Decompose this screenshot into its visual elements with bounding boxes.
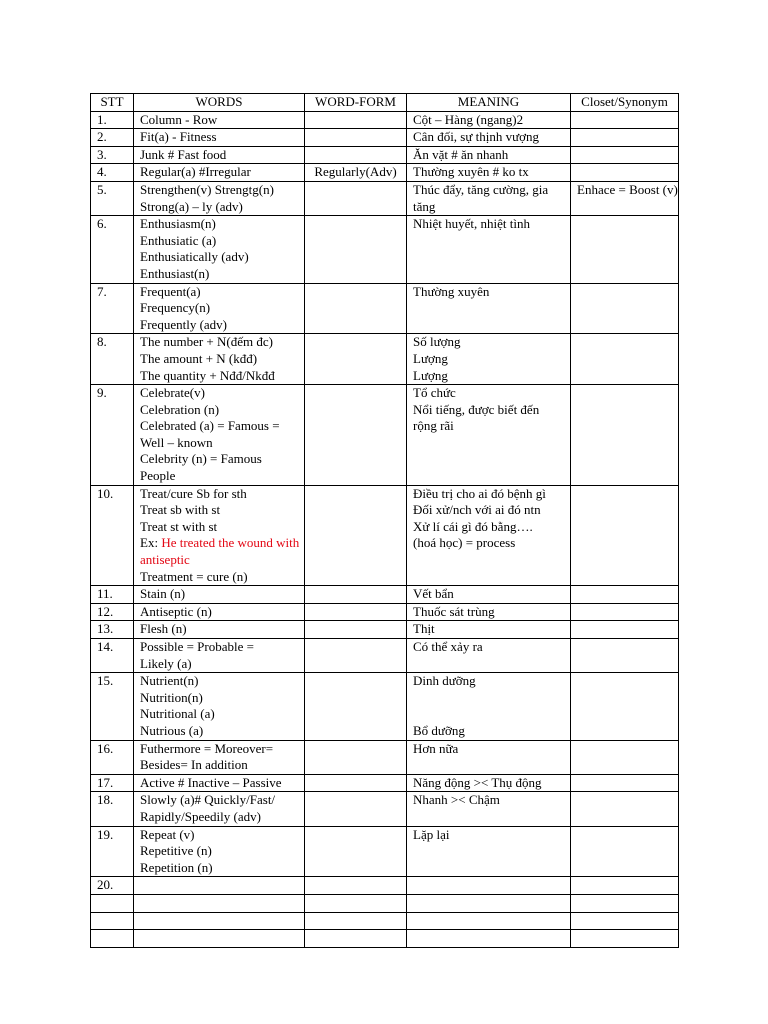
cell-synonym (571, 877, 679, 895)
table-row (91, 216, 679, 283)
cell-word-form (305, 146, 407, 164)
meaning-line: Thúc đẩy, tăng cường, gia (413, 181, 549, 197)
cell-words (134, 792, 305, 826)
meaning-line: (hoá học) = process (413, 535, 516, 551)
cell-words (134, 146, 305, 164)
word-line: The quantity + Nđđ/Nkđđ (140, 367, 275, 383)
word-line: Enthusiasm(n) (140, 216, 216, 232)
word-line: Treat sb with st (140, 502, 221, 518)
word-line: The number + N(đếm đc) (140, 334, 273, 350)
cell-meaning (407, 146, 571, 164)
word-line: Regular(a) #Irregular (140, 164, 251, 180)
word-line: Treat st with st (140, 518, 218, 534)
table-row (91, 111, 679, 129)
cell-stt: 10. (91, 485, 134, 586)
table-row (91, 603, 679, 621)
meaning-line: Xử lí cái gì đó bằng…. (413, 518, 533, 534)
word-line: Repeat (v) (140, 826, 195, 842)
word-line: Enthusiast(n) (140, 265, 210, 281)
cell-meaning (407, 603, 571, 621)
word-line: Celebration (n) (140, 401, 220, 417)
cell-synonym (571, 673, 679, 740)
cell-word-form (305, 603, 407, 621)
cell-meaning (407, 334, 571, 385)
cell-word-form (305, 111, 407, 129)
meaning-line (413, 690, 570, 707)
word-line: Possible = Probable = (140, 639, 254, 654)
header-meaning: MEANING (407, 94, 571, 112)
cell-synonym (571, 639, 679, 673)
empty-cell (134, 912, 305, 930)
empty-cell (571, 894, 679, 912)
cell-meaning (407, 740, 571, 774)
cell-stt: 1. (91, 111, 134, 129)
cell-stt: 17. (91, 774, 134, 792)
meaning-line: Số lượng (413, 334, 461, 350)
table-row (91, 485, 679, 586)
cell-word-form (305, 216, 407, 283)
cell-meaning (407, 826, 571, 877)
meaning-line: Điều trị cho ai đó bệnh gì (413, 485, 546, 501)
cell-words (134, 111, 305, 129)
meaning-line: Hơn nữa (413, 740, 459, 756)
meaning-line: Thuốc sát trùng (413, 603, 495, 619)
cell-word-form (305, 877, 407, 895)
word-line: Junk # Fast food (140, 146, 227, 162)
header-row (91, 94, 679, 112)
word-line: Celebrated (a) = Famous = (140, 418, 280, 434)
meaning-line: Có thể xảy ra (413, 639, 483, 654)
cell-meaning (407, 485, 571, 586)
cell-meaning (407, 129, 571, 147)
header-stt: STT (91, 94, 134, 112)
table-body (91, 111, 679, 947)
cell-synonym: Enhace = Boost (v) (571, 181, 679, 215)
example-line (140, 535, 304, 568)
cell-synonym (571, 774, 679, 792)
meaning-line: Cân đối, sự thịnh vượng (413, 129, 540, 145)
cell-synonym (571, 621, 679, 639)
meaning-line (413, 706, 570, 723)
meaning-line: Nhanh >< Chậm (413, 792, 500, 808)
cell-meaning (407, 877, 571, 895)
cell-meaning (407, 164, 571, 182)
word-line: Strong(a) – ly (adv) (140, 198, 243, 214)
cell-word-form (305, 621, 407, 639)
meaning-line: Thịt (413, 621, 435, 637)
cell-word-form (305, 740, 407, 774)
meaning-line: Lặp lại (413, 826, 450, 842)
cell-stt: 18. (91, 792, 134, 826)
cell-meaning (407, 283, 571, 334)
cell-word-form (305, 792, 407, 826)
cell-stt: 13. (91, 621, 134, 639)
cell-stt: 9. (91, 385, 134, 486)
word-line: Slowly (a)# Quickly/Fast/ (140, 792, 276, 808)
meaning-line: Dinh dưỡng (413, 673, 476, 689)
word-line: Fit(a) - Fitness (140, 129, 217, 145)
cell-synonym (571, 164, 679, 182)
cell-words (134, 283, 305, 334)
cell-word-form (305, 385, 407, 486)
empty-row (91, 912, 679, 930)
cell-synonym (571, 216, 679, 283)
cell-word-form (305, 485, 407, 586)
header-words: WORDS (134, 94, 305, 112)
word-line: Treat/cure Sb for sth (140, 485, 247, 501)
word-line: Enthusiatically (adv) (140, 249, 249, 265)
word-line: Flesh (n) (140, 621, 187, 637)
empty-cell (571, 912, 679, 930)
word-line: Well – known (140, 434, 213, 450)
cell-stt: 7. (91, 283, 134, 334)
example-text: He treated the wound with antiseptic (140, 535, 300, 568)
meaning-line: Cột – Hàng (ngang)2 (413, 111, 524, 127)
empty-cell (134, 894, 305, 912)
table-row (91, 283, 679, 334)
word-line: The amount + N (kđđ) (140, 350, 258, 366)
cell-word-form (305, 774, 407, 792)
cell-words (134, 639, 305, 673)
empty-row (91, 894, 679, 912)
cell-words (134, 164, 305, 182)
cell-synonym (571, 146, 679, 164)
empty-cell (407, 930, 571, 948)
meaning-line: Ăn vặt # ăn nhanh (413, 146, 509, 162)
cell-stt: 16. (91, 740, 134, 774)
cell-words (134, 826, 305, 877)
cell-stt: 8. (91, 334, 134, 385)
cell-synonym (571, 792, 679, 826)
table-row (91, 826, 679, 877)
cell-words (134, 603, 305, 621)
cell-meaning (407, 181, 571, 215)
table-row (91, 334, 679, 385)
table-row (91, 774, 679, 792)
cell-word-form (305, 586, 407, 604)
table-row (91, 621, 679, 639)
meaning-line: Vết bẩn (413, 586, 454, 602)
word-line: Frequency(n) (140, 300, 211, 316)
cell-word-form (305, 826, 407, 877)
empty-cell (407, 894, 571, 912)
word-line: Rapidly/Speedily (adv) (140, 808, 261, 824)
empty-cell (305, 894, 407, 912)
word-line: Strengthen(v) Strengtg(n) (140, 181, 274, 197)
cell-word-form: Regularly(Adv) (305, 164, 407, 182)
empty-cell (305, 912, 407, 930)
word-line: Futhermore = Moreover= (140, 740, 274, 756)
word-line: Repetitive (n) (140, 843, 212, 859)
cell-word-form (305, 334, 407, 385)
empty-cell (571, 930, 679, 948)
cell-words (134, 740, 305, 774)
word-line: Active # Inactive – Passive (140, 774, 282, 790)
word-line: Column - Row (140, 111, 218, 127)
empty-cell (407, 912, 571, 930)
cell-stt: 4. (91, 164, 134, 182)
word-line: Nutrious (a) (140, 722, 204, 738)
empty-cell (91, 930, 134, 948)
empty-cell (134, 930, 305, 948)
word-line: Antiseptic (n) (140, 603, 212, 619)
header-word-form: WORD-FORM (305, 94, 407, 112)
cell-meaning (407, 385, 571, 486)
meaning-line: Nổi tiếng, được biết đến (413, 401, 540, 417)
cell-meaning (407, 216, 571, 283)
empty-cell (91, 912, 134, 930)
cell-meaning (407, 774, 571, 792)
cell-synonym (571, 283, 679, 334)
meaning-line: Thường xuyên (413, 283, 490, 299)
meaning-line: Lượng (413, 350, 448, 366)
meaning-line: Đối xử/nch với ai đó ntn (413, 502, 541, 518)
table-row (91, 792, 679, 826)
word-line: Likely (a) (140, 655, 192, 671)
cell-words (134, 216, 305, 283)
cell-stt: 14. (91, 639, 134, 673)
cell-words (134, 877, 305, 895)
cell-meaning (407, 639, 571, 673)
cell-word-form (305, 283, 407, 334)
cell-word-form (305, 673, 407, 740)
table-row (91, 673, 679, 740)
cell-words (134, 485, 305, 586)
cell-meaning (407, 673, 571, 740)
meaning-line: Tổ chức (413, 385, 456, 401)
meaning-line: Lượng (413, 367, 448, 383)
table-row (91, 740, 679, 774)
table-row (91, 129, 679, 147)
word-line: Enthusiatic (a) (140, 232, 217, 248)
word-line: Frequently (adv) (140, 316, 228, 332)
vocabulary-table (90, 93, 679, 948)
cell-words (134, 129, 305, 147)
header-synonym: Closet/Synonym (571, 94, 679, 112)
word-line: People (140, 468, 176, 484)
table-row (91, 146, 679, 164)
word-line: Celebrate(v) (140, 385, 205, 401)
cell-meaning (407, 111, 571, 129)
cell-synonym (571, 129, 679, 147)
cell-synonym (571, 485, 679, 586)
cell-synonym (571, 603, 679, 621)
cell-stt: 12. (91, 603, 134, 621)
cell-synonym (571, 586, 679, 604)
word-line: Treatment = cure (n) (140, 568, 248, 584)
meaning-line: Bổ dưỡng (413, 722, 465, 738)
cell-synonym (571, 826, 679, 877)
cell-stt: 19. (91, 826, 134, 877)
cell-words (134, 181, 305, 215)
word-line: Stain (n) (140, 586, 186, 602)
meaning-line: Năng động >< Thụ động (413, 774, 542, 790)
word-line: Nutrition(n) (140, 689, 203, 705)
table-row (91, 586, 679, 604)
empty-cell (305, 930, 407, 948)
cell-meaning (407, 586, 571, 604)
table-row (91, 181, 679, 215)
cell-synonym (571, 385, 679, 486)
cell-synonym (571, 111, 679, 129)
table-row (91, 877, 679, 895)
meaning-line: rộng rãi (413, 418, 454, 434)
cell-word-form (305, 639, 407, 673)
table-row (91, 164, 679, 182)
cell-word-form (305, 181, 407, 215)
word-line: Besides= In addition (140, 757, 248, 773)
meaning-line: Nhiệt huyết, nhiệt tình (413, 216, 530, 232)
word-line: Nutritional (a) (140, 706, 215, 722)
cell-words (134, 586, 305, 604)
cell-meaning (407, 792, 571, 826)
meaning-line: Thường xuyên # ko tx (413, 164, 529, 180)
empty-cell (91, 894, 134, 912)
cell-words (134, 774, 305, 792)
meaning-line: tăng (413, 198, 436, 214)
word-line: Repetition (n) (140, 859, 213, 875)
example-prefix: Ex: (140, 535, 162, 551)
cell-stt: 2. (91, 129, 134, 147)
cell-meaning (407, 621, 571, 639)
cell-words (134, 621, 305, 639)
cell-words (134, 385, 305, 486)
cell-stt: 3. (91, 146, 134, 164)
word-line: Frequent(a) (140, 283, 201, 299)
empty-row (91, 930, 679, 948)
cell-stt: 15. (91, 673, 134, 740)
cell-words (134, 334, 305, 385)
cell-stt: 5. (91, 181, 134, 215)
cell-word-form (305, 129, 407, 147)
cell-stt: 20. (91, 877, 134, 895)
cell-synonym (571, 740, 679, 774)
cell-synonym (571, 334, 679, 385)
table-row (91, 639, 679, 673)
cell-stt: 6. (91, 216, 134, 283)
cell-words (134, 673, 305, 740)
cell-stt: 11. (91, 586, 134, 604)
word-line: Nutrient(n) (140, 673, 199, 689)
word-line: Celebrity (n) = Famous (140, 451, 262, 467)
table-row (91, 385, 679, 486)
